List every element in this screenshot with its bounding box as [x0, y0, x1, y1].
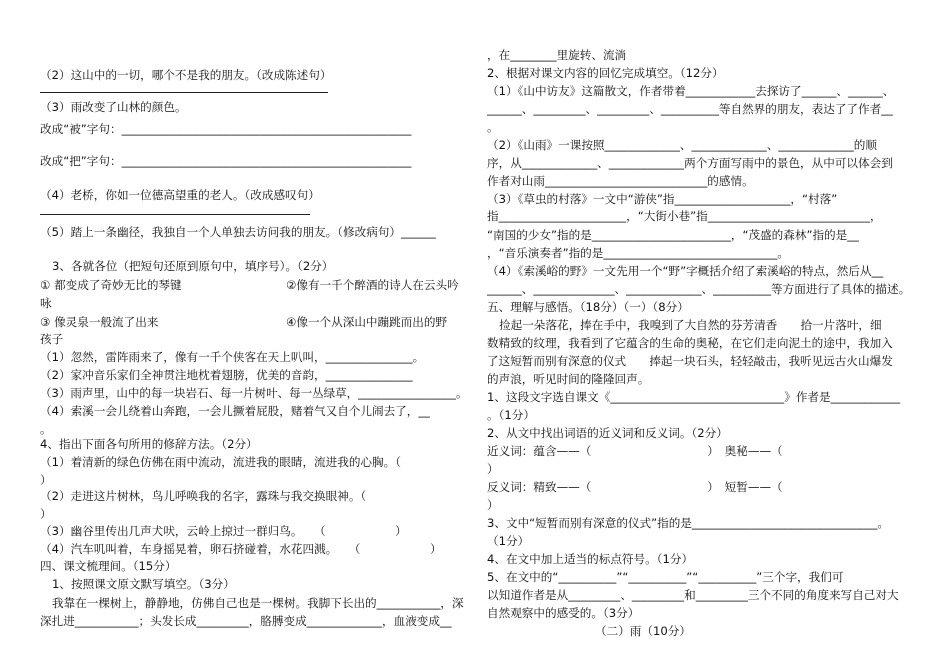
option-line: 孩子 [40, 332, 64, 346]
question-line: 我靠在一棵树上，静静地，仿佛自己也是一棵树。我脚下长出的___________，深 [52, 596, 464, 610]
question-line: （2）这山中的一切，哪个不是我的朋友。（改成陈述句） [40, 68, 332, 82]
question-line: 。（1分） [487, 408, 535, 422]
section-heading: 2、根据对课文内容的回忆完成填空。（12分） [487, 66, 724, 80]
question-line: （1分） [487, 534, 530, 548]
question-line: 作者对山雨____________________________的感情。 [487, 174, 754, 188]
question-line: 自然观察中的感受的。（3分） [487, 606, 640, 620]
answer-line [40, 214, 310, 215]
option-line: ① 都变成了奇妙无比的琴键 ②像有一千个醉酒的诗人在云头吟 [40, 278, 459, 292]
question-line: （3）幽谷里传出几声犬吠，云岭上掠过一群归鸟。 （ ） [40, 524, 407, 538]
answer-line [40, 92, 328, 93]
question-line: 。 [487, 120, 499, 134]
question-line: （3）雨声里，山中的每一块岩石、每一片树叶、每一丛绿草，_________________。 [40, 386, 468, 400]
question-line: 。 [40, 422, 52, 436]
question-line: ，“音乐演奏者”指的是______________________________。 [487, 246, 789, 260]
question-line: 1、这段文字选自课文《______________________________》作者是____________ [487, 390, 901, 404]
question-line: （2）家冲音乐家们全神贯注地枕着翅膀，优美的音韵，_______________ [40, 368, 413, 382]
question-line: 反义词：精致——（ ） 短暂——（ [487, 480, 783, 494]
question-line: 改成“被”字句：__________________________________________________ [40, 122, 412, 136]
question-line: （4）《索溪峪的野》一文先用一个“野”字概括介绍了索溪峪的特点，然后从__ [487, 264, 884, 278]
question-line: （2）《山雨》一课按照_____________、_____________、_____________的顺 [487, 138, 877, 152]
section-heading: 五、理解与感悟。（18分）（一）（8分） [487, 300, 689, 314]
passage-line: 的声浪，听见时间的隆隆回声。 [487, 372, 650, 386]
question-line: 改成“把”字句：__________________________________________________ [40, 154, 412, 168]
question-line: 以知道作者是从_________、_________和_________三个不同的角度来写自己对大 [487, 588, 899, 602]
passage-line: 了这短暂而别有深意的仪式 捧起一块石头，轻轻敲击，我听见远古火山爆发 [487, 354, 893, 368]
question-line: ，在________里旋转、流淌 [487, 48, 627, 62]
question-line: （4）老桥，你如一位德高望重的老人。（改成感叹句） [40, 188, 320, 202]
question-line: ） [487, 462, 499, 476]
question-line: （5）踏上一条幽径，我独自一个人单独去访问我的朋友。（修改病句）______ [40, 225, 436, 239]
passage-line: 捡起一朵落花，捧在手中，我嗅到了大自然的芬芳清香 拾一片落叶，细 [499, 318, 882, 332]
section-heading: （二）雨（10分） [595, 624, 691, 638]
question-line: （1）着清新的绿色仿佛在雨中流动，流进我的眼睛，流进我的心胸。（ [40, 455, 401, 469]
question-line: ______、_________、_________、__________等自然界的朋友，表达了了作者__ [487, 102, 893, 116]
question-line: （4）索溪一会儿绕着山奔跑，一会儿撅着屁股，赌着气又自个儿闹去了，__ [40, 404, 430, 418]
passage-line: 数精致的纹理，我看到了它蕴含的生命的奥秘，在它们走向泥土的途中，我加入 [487, 336, 893, 350]
question-line: ） [40, 473, 52, 487]
option-line: 咏 [40, 296, 52, 310]
section-heading: 四、课文梳理间。（15分） [40, 559, 177, 573]
question-line: ） [40, 507, 52, 521]
question-line: 5、在文中的“__________”“__________”“__________”三个字，我们可 [487, 570, 844, 584]
question-line: 4、在文中加上适当的标点符号。（1分） [487, 552, 694, 566]
question-line: （3）雨改变了山林的颜色。 [40, 100, 187, 114]
question-line: 深扎进___________；头发长成_________，胳膊变成_____________，血液变成__ [40, 614, 452, 628]
question-line: 序，从_____________、_____________两个方面写雨中的景色，从中可以体会到 [487, 156, 893, 170]
question-line: “南国的少女”指的是________________________，“茂盛的森林”指的是__ [487, 228, 859, 242]
option-line: ③ 像灵泉一般流了出来 ④像一个从深山中蹦跳而出的野 [40, 315, 448, 329]
question-line: ______、______________、_____________、__________等方面进行了具体的描述。 [487, 282, 911, 296]
section-heading: 4、指出下面各句所用的修辞方法。（2分） [40, 437, 258, 451]
question-line: （3）《草虫的村落》一文中“游侠”指____________________，“村落” [487, 192, 838, 206]
section-heading: 1、按照课文原文默写填空。（3分） [52, 577, 235, 591]
question-line: （1）《山中访友》这篇散文，作者带着____________去探访了______、______、 [487, 84, 895, 98]
question-line: 指______________________，“大街小巷”指____________________________， [487, 209, 882, 223]
question-line: ） [487, 498, 499, 512]
section-heading: 3、各就各位（把短句还原到原句中，填序号）。（2分） [52, 259, 334, 273]
question-line: （4）汽车叽叫着，车身摇晃着，卵石挤碰着，水花四溅。 （ ） [40, 542, 442, 556]
question-line: 3、文中“短暂而别有深意的仪式”指的是________________________________。 [487, 516, 889, 530]
question-line: 2、从文中找出词语的近义词和反义词。（2分） [487, 426, 728, 440]
question-line: 近义词：蕴含——（ ） 奥秘——（ [487, 444, 783, 458]
question-line: （2）走进这片树林，鸟儿呼唤我的名字，露珠与我交换眼神。（ [40, 489, 367, 503]
question-line: （1）忽然，雷阵雨来了，像有一千个侠客在天上叭叫，_______________。 [40, 350, 425, 364]
